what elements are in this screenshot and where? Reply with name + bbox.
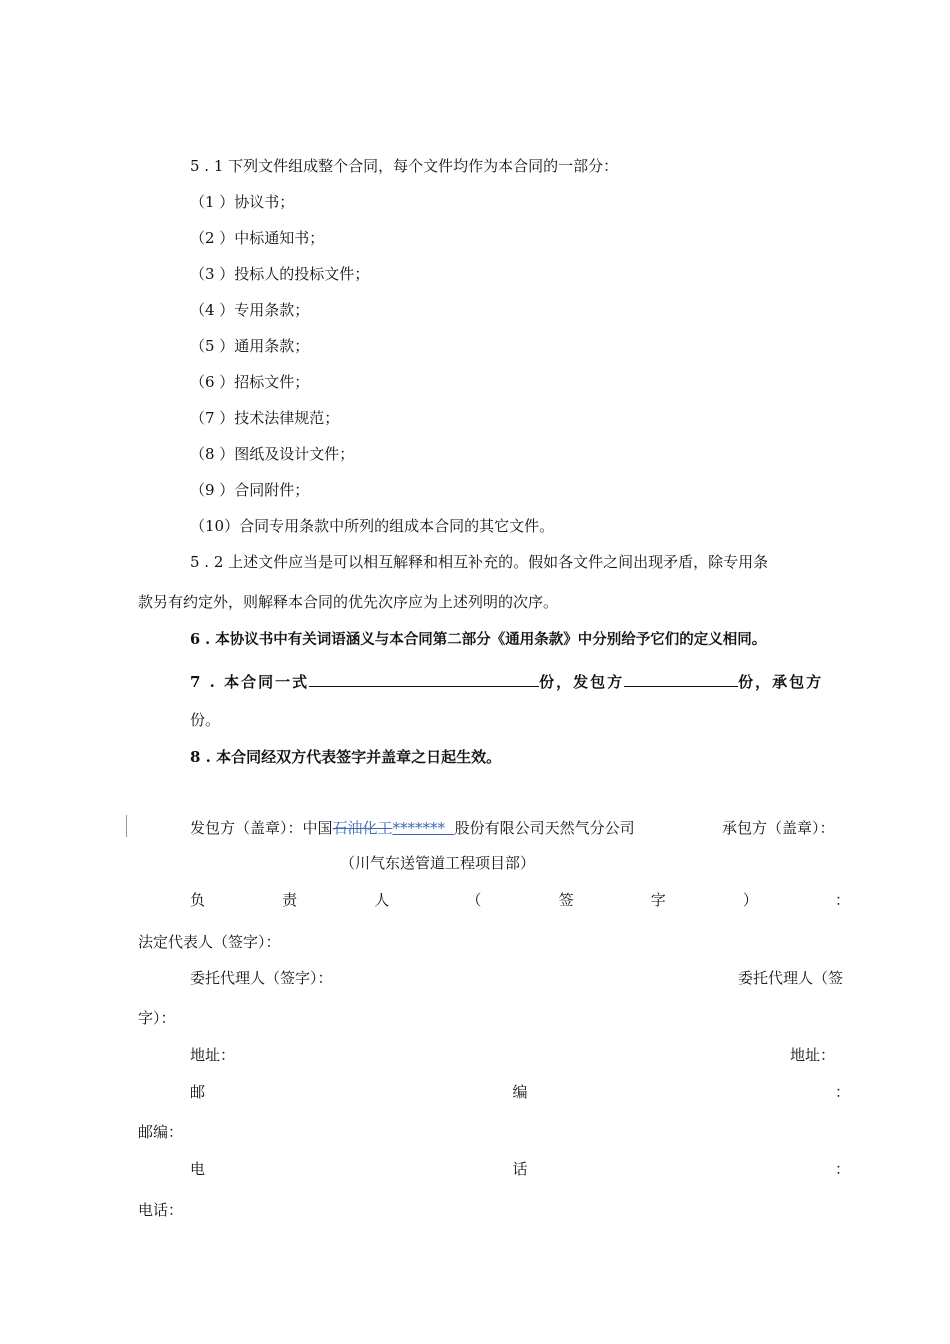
clause-5-2-line2: 款另有约定外，则解释本合同的优先次序应为上述列明的次序。 xyxy=(138,593,559,611)
document-item-9: （9 ）合同附件； xyxy=(190,481,310,499)
responsible-char: 负 xyxy=(190,891,206,909)
party-a-prefix: 发包方（盖章）：中国 xyxy=(190,819,333,837)
address-left-label: 地址： xyxy=(190,1046,236,1064)
document-item-4: （4 ）专用条款； xyxy=(190,301,310,319)
responsible-char: （ xyxy=(466,891,482,909)
phone-char: 电 xyxy=(190,1160,206,1178)
phone-char: ： xyxy=(834,1160,850,1178)
clause-7-mid2: 份，承包方 xyxy=(738,673,824,691)
party-a-department: （川气东送管道工程项目部） xyxy=(340,854,536,872)
address-right-label: 地址： xyxy=(790,1046,836,1064)
responsible-char: 责 xyxy=(282,891,298,909)
party-a-suffix: 股份有限公司天然气分公司 xyxy=(454,819,635,837)
postcode-char: 编 xyxy=(512,1083,528,1101)
postcode-line xyxy=(190,1082,850,1102)
document-item-1: （1 ）协议书； xyxy=(190,193,295,211)
clause-7-prefix: 7 . 本合同一式 xyxy=(190,673,310,691)
agent-left-label: 委托代理人（签字）： xyxy=(190,969,333,987)
phone-continued: 电话： xyxy=(138,1201,184,1219)
document-item-5: （5 ）通用条款； xyxy=(190,337,310,355)
agent-right-continued: 字）： xyxy=(138,1009,176,1027)
document-item-10: （10）合同专用条款中所列的组成本合同的其它文件。 xyxy=(190,517,555,535)
responsible-char: 字 xyxy=(650,891,666,909)
postcode-char: ： xyxy=(834,1083,850,1101)
postcode-continued: 邮编： xyxy=(138,1123,184,1141)
responsible-person-line xyxy=(190,890,850,910)
party-a-strike: 石油化工 xyxy=(332,819,393,837)
copies-total-blank[interactable] xyxy=(309,670,539,687)
document-item-2: （2 ）中标通知书； xyxy=(190,229,325,247)
agent-right-label: 委托代理人（签 xyxy=(738,969,844,987)
responsible-char: ） xyxy=(742,891,758,909)
party-b-stamp-label: 承包方（盖章）： xyxy=(722,819,835,837)
clause-7 xyxy=(190,670,823,692)
clause-5-1: 5 . 1 下列文件组成整个合同，每个文件均作为本合同的一部分： xyxy=(190,157,619,175)
party-a-stamp-line xyxy=(190,818,635,838)
document-item-3: （3 ）投标人的投标文件； xyxy=(190,265,370,283)
document-item-7: （7 ）技术法律规范； xyxy=(190,409,340,427)
clause-8: 8 . 本合同经双方代表签字并盖章之日起生效。 xyxy=(190,748,502,766)
phone-line xyxy=(190,1159,850,1179)
responsible-char: ： xyxy=(834,891,850,909)
copies-employer-blank[interactable] xyxy=(624,670,738,687)
document-item-6: （6 ）招标文件； xyxy=(190,373,310,391)
document-item-8: （8 ）图纸及设计文件； xyxy=(190,445,355,463)
responsible-char: 签 xyxy=(558,891,574,909)
phone-char: 话 xyxy=(512,1160,528,1178)
legal-representative-label: 法定代表人（签字）： xyxy=(138,933,281,951)
party-a-stars: ******* xyxy=(392,819,446,837)
responsible-char: 人 xyxy=(374,891,390,909)
clause-7-mid1: 份，发包方 xyxy=(539,673,625,691)
margin-change-bar xyxy=(126,815,127,837)
clause-6: 6 . 本协议书中有关词语涵义与本合同第二部分《通用条款》中分别给予它们的定义相同。 xyxy=(190,631,767,648)
clause-7-line2: 份。 xyxy=(190,711,221,729)
postcode-char: 邮 xyxy=(190,1083,206,1101)
clause-5-2-line1: 5 . 2 上述文件应当是可以相互解释和相互补充的。假如各文件之间出现矛盾，除专用条 xyxy=(190,553,769,571)
